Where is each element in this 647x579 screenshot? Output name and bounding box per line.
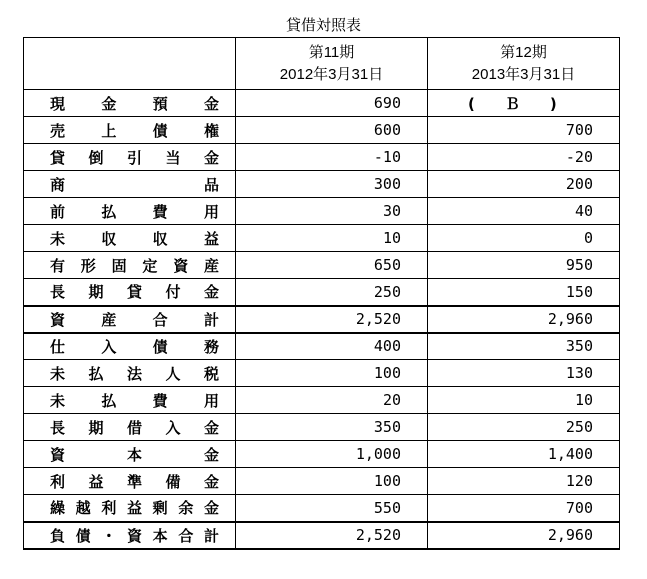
row-label: 長期借入金 bbox=[24, 414, 236, 441]
row-value-11: 250 bbox=[236, 279, 428, 306]
row-value-11: 10 bbox=[236, 225, 428, 252]
row-value-11: 20 bbox=[236, 387, 428, 414]
table-row bbox=[24, 333, 620, 360]
row-value-12: 700 bbox=[428, 117, 620, 144]
row-value-11: 2,520 bbox=[236, 306, 428, 333]
header-row bbox=[24, 38, 620, 90]
row-label: 有形固定資産 bbox=[24, 252, 236, 279]
header-period-12-date: 2013年3月31日 bbox=[471, 65, 576, 83]
table-row bbox=[24, 171, 620, 198]
row-value-12: 130 bbox=[428, 360, 620, 387]
header-period-12-label: 第12期 bbox=[500, 43, 547, 61]
row-label: 前払費用 bbox=[24, 198, 236, 225]
header-period-12 bbox=[428, 38, 620, 90]
row-label: 商品 bbox=[24, 171, 236, 198]
row-value-12: -20 bbox=[428, 144, 620, 171]
row-label: 仕入債務 bbox=[24, 333, 236, 360]
row-value-12: 700 bbox=[428, 495, 620, 522]
row-value-12: 1,400 bbox=[428, 441, 620, 468]
row-value-11: 2,520 bbox=[236, 522, 428, 549]
table-row bbox=[24, 495, 620, 522]
table-row bbox=[24, 441, 620, 468]
row-value-12: 40 bbox=[428, 198, 620, 225]
row-label: 繰越利益剰余金 bbox=[24, 495, 236, 522]
table-row bbox=[24, 360, 620, 387]
table-row bbox=[24, 252, 620, 279]
table-row bbox=[24, 90, 620, 117]
table-title: 貸借対照表 bbox=[285, 16, 361, 34]
row-value-12: 200 bbox=[428, 171, 620, 198]
row-value-11: 100 bbox=[236, 468, 428, 495]
table-row-total-assets bbox=[24, 306, 620, 333]
table-row bbox=[24, 414, 620, 441]
row-label: 長期貸付金 bbox=[24, 279, 236, 306]
row-value-12: 150 bbox=[428, 279, 620, 306]
balance-sheet-table bbox=[23, 37, 620, 550]
header-period-11-label: 第11期 bbox=[308, 43, 355, 61]
header-empty-cell bbox=[24, 38, 236, 90]
table-row bbox=[24, 225, 620, 252]
row-value-12: 2,960 bbox=[428, 522, 620, 549]
row-value-11: 1,000 bbox=[236, 441, 428, 468]
row-value-11: 400 bbox=[236, 333, 428, 360]
row-value-11: -10 bbox=[236, 144, 428, 171]
row-value-11: 650 bbox=[236, 252, 428, 279]
row-value-11: 350 bbox=[236, 414, 428, 441]
row-label: 貸倒引当金 bbox=[24, 144, 236, 171]
row-value-11: 100 bbox=[236, 360, 428, 387]
table-row bbox=[24, 198, 620, 225]
row-label: 資本金 bbox=[24, 441, 236, 468]
row-value-12: 250 bbox=[428, 414, 620, 441]
table-row bbox=[24, 117, 620, 144]
header-period-11 bbox=[236, 38, 428, 90]
row-label: 現金預金 bbox=[24, 90, 236, 117]
table-row bbox=[24, 468, 620, 495]
row-value-12: 0 bbox=[428, 225, 620, 252]
row-label: 資産合計 bbox=[24, 306, 236, 333]
row-value-12: 10 bbox=[428, 387, 620, 414]
row-value-12: 2,960 bbox=[428, 306, 620, 333]
row-label: 負債・資本合計 bbox=[24, 522, 236, 549]
row-value-11: 300 bbox=[236, 171, 428, 198]
row-value-12: 350 bbox=[428, 333, 620, 360]
row-value-11: 30 bbox=[236, 198, 428, 225]
row-value-12: 950 bbox=[428, 252, 620, 279]
table-row bbox=[24, 144, 620, 171]
row-label: 未払費用 bbox=[24, 387, 236, 414]
row-label: 売上債権 bbox=[24, 117, 236, 144]
table-row bbox=[24, 279, 620, 306]
row-label: 利益準備金 bbox=[24, 468, 236, 495]
row-value-12: ( Ｂ ) bbox=[428, 90, 620, 117]
row-value-12: 120 bbox=[428, 468, 620, 495]
row-value-11: 550 bbox=[236, 495, 428, 522]
table-row-total-liabilities-equity bbox=[24, 522, 620, 549]
table-row bbox=[24, 387, 620, 414]
row-label: 未収収益 bbox=[24, 225, 236, 252]
row-value-11: 600 bbox=[236, 117, 428, 144]
header-period-11-date: 2012年3月31日 bbox=[279, 65, 384, 83]
row-value-11: 690 bbox=[236, 90, 428, 117]
row-label: 未払法人税 bbox=[24, 360, 236, 387]
